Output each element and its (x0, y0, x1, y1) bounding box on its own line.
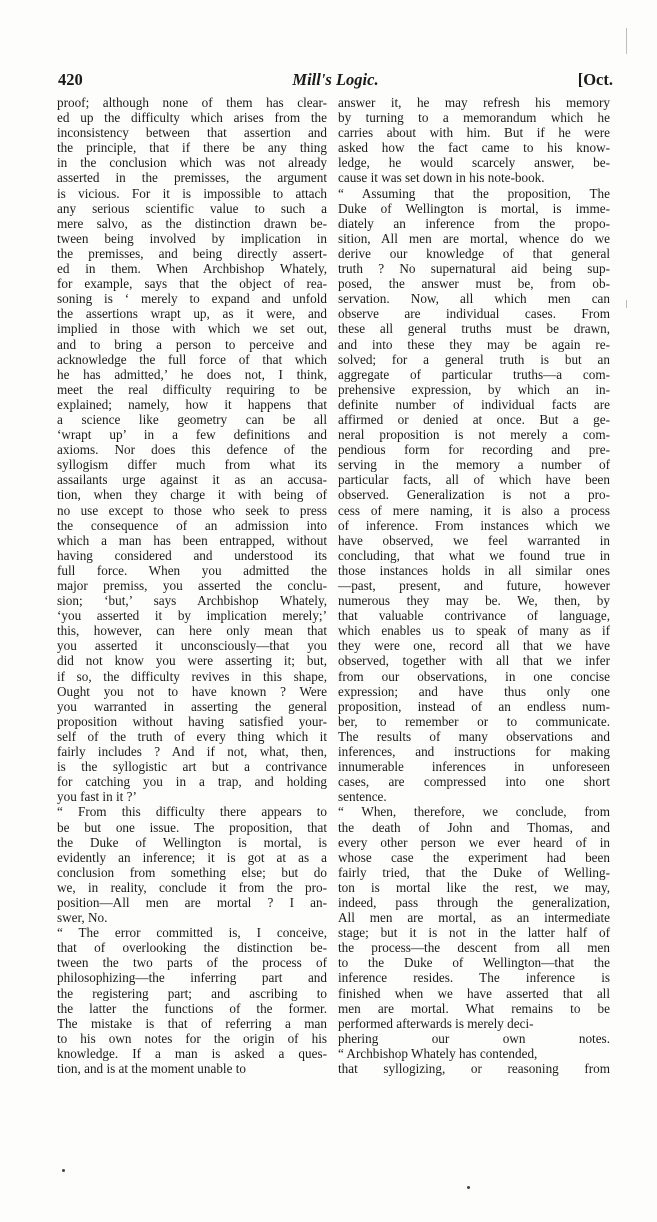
text-line: is the syllogistic art but a contrivance (57, 759, 327, 775)
text-line: meet the real difficulty requiring to be (57, 381, 327, 397)
text-line: stage; but it is not in the latter half of (338, 925, 610, 941)
text-line: the principle, that if there be any thing (57, 140, 327, 156)
text-line: for example, says that the object of rea- (57, 276, 327, 292)
text-line: for catching you in a trap, and holding (57, 774, 327, 790)
text-line: concluding, that what we found true in (338, 547, 610, 563)
text-line: sion; ‘but,’ says Archbishop Whately, (57, 593, 327, 609)
text-line: ton is mortal like the rest, we may, (338, 879, 610, 895)
text-line: sentence. (338, 789, 387, 805)
text-line: those instances holds in all similar ones (338, 562, 610, 578)
text-line: this, however, can here only mean that (57, 623, 327, 639)
text-line: the registering part; and ascribing to (57, 985, 327, 1001)
text-line: that of overlooking the distinction be- (57, 940, 327, 956)
text-line: observe are individual cases. From (338, 306, 610, 322)
text-line: whose case the experiment had been (338, 849, 610, 865)
text-line: proposition, instead of an endless num- (338, 698, 610, 714)
text-line: which a man has been entrapped, without (57, 532, 327, 548)
text-line: neral proposition is not merely a com- (338, 427, 610, 443)
text-line: ed up the difficulty which arises from the (57, 110, 327, 126)
text-line: mere salvo, as the distinction drawn be- (57, 215, 327, 231)
text-line: acknowledge the full force of that which (57, 351, 327, 367)
text-line: be but one issue. The proposition, that (57, 819, 327, 835)
text-line: from our observations, in one concise (338, 668, 610, 684)
text-line: we, in reality, conclude it from the pro- (57, 879, 327, 895)
text-line: inference resides. The inference is (338, 970, 610, 986)
text-line: truth ? No supernatural aid being sup- (338, 261, 610, 277)
margin-mark (626, 28, 627, 54)
text-line: The mistake is that of referring a man (57, 1015, 327, 1031)
text-line: tween being involved by implication in (57, 230, 327, 246)
right-column (338, 95, 610, 1076)
text-line: having considered and understood its (57, 547, 327, 563)
text-line: cases, are compressed into one short (338, 774, 610, 790)
text-line: cess of mere naming, it is also a process (338, 502, 610, 518)
text-line: axioms. Nor does this defence of the (57, 442, 327, 458)
text-line: definite number of individual facts are (338, 396, 610, 412)
left-column (57, 95, 327, 1076)
text-line: that valuable contrivance of language, (338, 608, 610, 624)
text-line: proposition without having satisfied your- (57, 713, 327, 729)
text-line: solved; for a general truth is but an (338, 351, 610, 367)
text-line: “ From this difficulty there appears to (57, 804, 327, 820)
text-line: The results of many observations and (338, 728, 610, 744)
text-line: you warranted in asserting the general (57, 698, 327, 714)
text-line: he has admitted,’ he does not, I think, (57, 366, 327, 382)
text-line: answer it, he may refresh his memory (338, 95, 610, 110)
text-line: cause it was set down in his note-book. (338, 170, 545, 186)
text-line: tion, when they charge it with being of (57, 487, 327, 503)
text-line: observed. Generalization is not a pro- (338, 487, 610, 503)
text-line: affirmed or denied at once. But a ge- (338, 411, 610, 427)
text-line: All men are mortal, as an intermediate (338, 910, 610, 926)
text-line: a science like geometry can be all (57, 411, 327, 427)
text-line: expression; and have thus only one (338, 683, 610, 699)
text-line: to his own notes for the origin of his (57, 1030, 327, 1046)
text-line: asserted in the premisses, the argument (57, 170, 327, 186)
ink-speck (62, 1169, 65, 1172)
text-line: Ought you not to have known ? Were (57, 683, 327, 699)
text-line: the premisses, and being directly assert- (57, 245, 327, 261)
text-line: soning is ‘ merely to expand and unfold (57, 291, 327, 307)
text-line: position—All men are mortal ? I an- (57, 894, 327, 910)
page-header (58, 70, 613, 94)
text-line: finished when we have asserted that all (338, 985, 610, 1001)
text-line: ledge, he would scarcely answer, be- (338, 155, 610, 171)
text-line: asked how the fact came to his know- (338, 140, 610, 156)
text-line: the death of John and Thomas, and (338, 819, 610, 835)
running-title: Mill's Logic. (292, 70, 379, 89)
text-line: tion, and is at the moment unable to (57, 1061, 246, 1076)
text-line: ber, to remember or to communicate. (338, 713, 610, 729)
text-line: inconsistency between that assertion and (57, 125, 327, 141)
text-line: the Duke of Wellington is mortal, is (57, 834, 327, 850)
text-line: derive our knowledge of that general (338, 245, 610, 261)
text-line: full force. When you admitted the (57, 562, 327, 578)
text-line: pendious form for recording and pre- (338, 442, 610, 458)
text-line: you asserted it unconsciously—that you (57, 638, 327, 654)
text-line: “ Assuming that the proposition, The (338, 185, 610, 201)
text-line: innumerable inferences in unforeseen (338, 759, 610, 775)
text-line: and to bring a person to perceive and (57, 336, 327, 352)
text-line: implied in those with which we set out, (57, 321, 327, 337)
running-month: [Oct. (577, 70, 613, 89)
text-line: evidently an inference; it is got at as a (57, 849, 327, 865)
text-line: is vicious. For it is impossible to attach (57, 185, 327, 201)
text-line: tween the two parts of the process of (57, 955, 327, 971)
text-line: particular facts, all of which have been (338, 472, 610, 488)
text-line: syllogism differ much from what its (57, 457, 327, 473)
text-line: conclusion from something else; but do (57, 864, 327, 880)
text-line: inferences, and instructions for making (338, 744, 610, 760)
text-line: explained; namely, how it happens that (57, 396, 327, 412)
text-line: phering our own notes. (338, 1030, 610, 1046)
text-line: sition, All men are mortal, whence do we (338, 230, 610, 246)
text-line: of inference. From instances which we (338, 517, 610, 533)
text-line: ‘wrapt up’ in a few definitions and (57, 427, 327, 443)
text-line: serving in the memory a number of (338, 457, 610, 473)
text-line: have observed, we feel warranted in (338, 532, 610, 548)
text-line: that syllogizing, or reasoning from (338, 1061, 610, 1076)
text-line: carries about with him. But if he were (338, 125, 610, 141)
text-line: “ The error committed is, I conceive, (57, 925, 327, 941)
text-line: servation. Now, all which men can (338, 291, 610, 307)
text-line: fairly includes ? And if not, what, then, (57, 744, 327, 760)
text-line: indeed, pass through the generalization, (338, 894, 610, 910)
text-line: diately an inference from the propo- (338, 215, 610, 231)
text-line: did not know you were asserting it; but, (57, 653, 327, 669)
text-line: by turning to a memorandum which he (338, 110, 610, 126)
text-line: they were one, record all that we have (338, 638, 610, 654)
text-line: swer, No. (57, 910, 108, 926)
text-line: “ Archbishop Whately has contended, (338, 1045, 538, 1061)
text-line: numerous they may be. We, then, by (338, 593, 610, 609)
text-line: you fast in it ?’ (57, 789, 137, 805)
text-line: every other person we ever heard of in (338, 834, 610, 850)
page-number: 420 (58, 70, 83, 89)
text-line: which enables us to speak of many as if (338, 623, 610, 639)
text-line: the consequence of an admission into (57, 517, 327, 533)
text-line: “ When, therefore, we conclude, from (338, 804, 610, 820)
text-line: self of the truth of every thing which it (57, 728, 327, 744)
text-line: and into these they may be again re- (338, 336, 610, 352)
text-line: fairly tried, that the Duke of Welling- (338, 864, 610, 880)
text-line: men are mortal. What remains to be (338, 1000, 610, 1016)
text-line: any serious scientific value to such a (57, 200, 327, 216)
text-line: —past, present, and future, however (338, 578, 610, 593)
text-line: the process—the descent from all men (338, 940, 610, 956)
text-line: Duke of Wellington is mortal, is imme- (338, 200, 610, 216)
text-line: knowledge. If a man is asked a ques- (57, 1045, 327, 1061)
text-line: these all general truths must be drawn, (338, 321, 610, 337)
text-line: no use except to those who seek to press (57, 502, 327, 518)
text-line: prehensive expression, by which an in- (338, 381, 610, 397)
text-line: major premiss, you asserted the conclu- (57, 578, 327, 593)
text-line: the latter the functions of the former. (57, 1000, 327, 1016)
ink-speck (467, 1186, 470, 1189)
text-line: performed afterwards is merely deci- (338, 1015, 534, 1031)
text-line: to the Duke of Wellington—that the (338, 955, 610, 971)
text-line: posed, the answer must be, from ob- (338, 276, 610, 292)
text-line: ‘you asserted it by implication merely;’ (57, 608, 327, 624)
text-line: observed, together with all that we infer (338, 653, 610, 669)
text-line: in the conclusion which was not already (57, 155, 327, 171)
text-line: aggregate of particular truths—a com- (338, 366, 610, 382)
margin-mark (626, 300, 627, 308)
text-line: if so, the difficulty revives in this shape, (57, 668, 327, 684)
text-line: assailants urge against it as an accusa- (57, 472, 327, 488)
text-line: the assertions wrapt up, as it were, and (57, 306, 327, 322)
text-line: ed in them. When Archbishop Whately, (57, 261, 327, 277)
text-line: proof; although none of them has clear- (57, 95, 327, 110)
text-line: philosophizing—the inferring part and (57, 970, 327, 986)
